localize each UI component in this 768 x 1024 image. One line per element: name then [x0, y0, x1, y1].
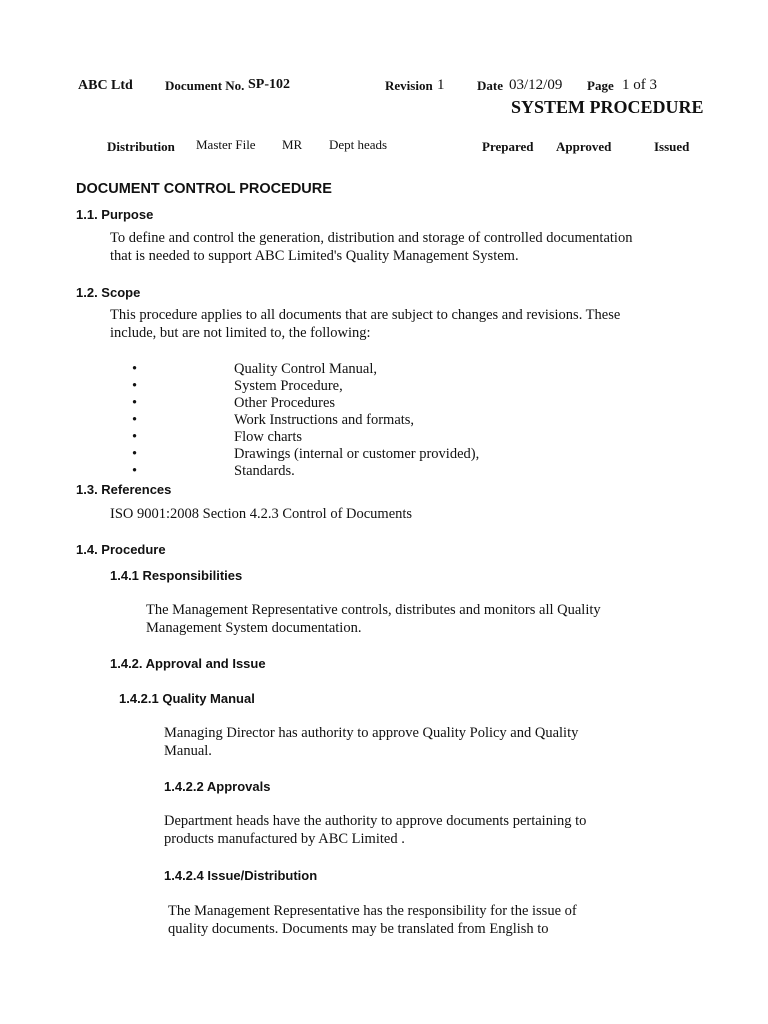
responsibilities-text [146, 602, 601, 637]
scope-text [110, 307, 620, 342]
list-item-text: Work Instructions and formats, [234, 412, 415, 428]
revision-value: 1 [437, 77, 445, 93]
doc-type-title: SYSTEM PROCEDURE [511, 97, 704, 117]
text-line: Management System documentation. [146, 619, 362, 636]
text-line: that is needed to support ABC Limited's Quality Management System. [110, 247, 519, 264]
issued-label: Issued [654, 139, 690, 154]
page-value: 1 of 3 [622, 77, 657, 93]
company-name: ABC Ltd [78, 78, 133, 93]
references-text: ISO 9001:2008 Section 4.2.3 Control of Documents [110, 506, 413, 522]
text-line: The Management Representative has the responsibility for the issue of [168, 903, 577, 919]
bullet-icon: • [132, 412, 138, 428]
issue-distribution-text [168, 903, 577, 938]
quality-manual-heading: 1.4.2.1 Quality Manual [119, 691, 255, 706]
list-item-text: System Procedure, [234, 378, 343, 394]
bullet-icon: • [132, 361, 138, 377]
text-line: Department heads have the authority to approve documents pertaining to [164, 813, 587, 829]
bullet-icon: • [132, 378, 138, 394]
distribution-item: MR [282, 137, 303, 152]
document-no-label: Document No. [165, 78, 245, 93]
list-item-text: Other Procedures [234, 395, 336, 411]
procedure-heading: 1.4. Procedure [76, 542, 166, 557]
text-line: Manual. [164, 742, 212, 759]
responsibilities-heading: 1.4.1 Responsibilities [110, 568, 243, 583]
list-item-text: Drawings (internal or customer provided), [234, 446, 480, 462]
text-line: To define and control the generation, distribution and storage of controlled documentation [110, 230, 633, 246]
distribution-item: Master File [196, 137, 256, 152]
text-line: Managing Director has authority to approve Quality Policy and Quality [164, 725, 579, 741]
bullet-icon: • [132, 395, 138, 411]
approval-issue-heading: 1.4.2. Approval and Issue [110, 656, 266, 671]
text-line: The Management Representative controls, distributes and monitors all Quality [146, 602, 601, 618]
list-item-text: Quality Control Manual, [234, 361, 377, 377]
document-no-value: SP-102 [248, 77, 290, 92]
date-label: Date [477, 78, 503, 93]
bullet-icon: • [132, 463, 138, 479]
approvals-heading: 1.4.2.2 Approvals [164, 779, 271, 794]
list-item-text: Standards. [234, 463, 295, 479]
purpose-text [110, 230, 632, 265]
approved-label: Approved [556, 139, 612, 154]
scope-heading: 1.2. Scope [76, 285, 141, 300]
references-heading: 1.3. References [76, 482, 172, 497]
revision-label: Revision [385, 78, 433, 93]
issue-distribution-heading: 1.4.2.4 Issue/Distribution [164, 868, 318, 883]
distribution-label: Distribution [107, 139, 175, 154]
page-label: Page [587, 78, 614, 93]
document-title: DOCUMENT CONTROL PROCEDURE [76, 181, 332, 197]
text-line: include, but are not limited to, the following: [110, 324, 371, 341]
bullet-icon: • [132, 446, 138, 462]
bullet-icon: • [132, 429, 138, 445]
text-line: products manufactured by ABC Limited . [164, 830, 405, 847]
distribution-item: Dept heads [329, 137, 388, 152]
list-item-text: Flow charts [234, 429, 303, 445]
purpose-heading: 1.1. Purpose [76, 207, 154, 222]
approvals-text [164, 813, 586, 848]
quality-manual-text [164, 725, 578, 760]
text-line: This procedure applies to all documents that are subject to changes and revisions. These [110, 307, 621, 323]
prepared-label: Prepared [482, 139, 534, 154]
text-line: quality documents. Documents may be translated from English to [168, 920, 549, 937]
date-value: 03/12/09 [509, 77, 563, 93]
